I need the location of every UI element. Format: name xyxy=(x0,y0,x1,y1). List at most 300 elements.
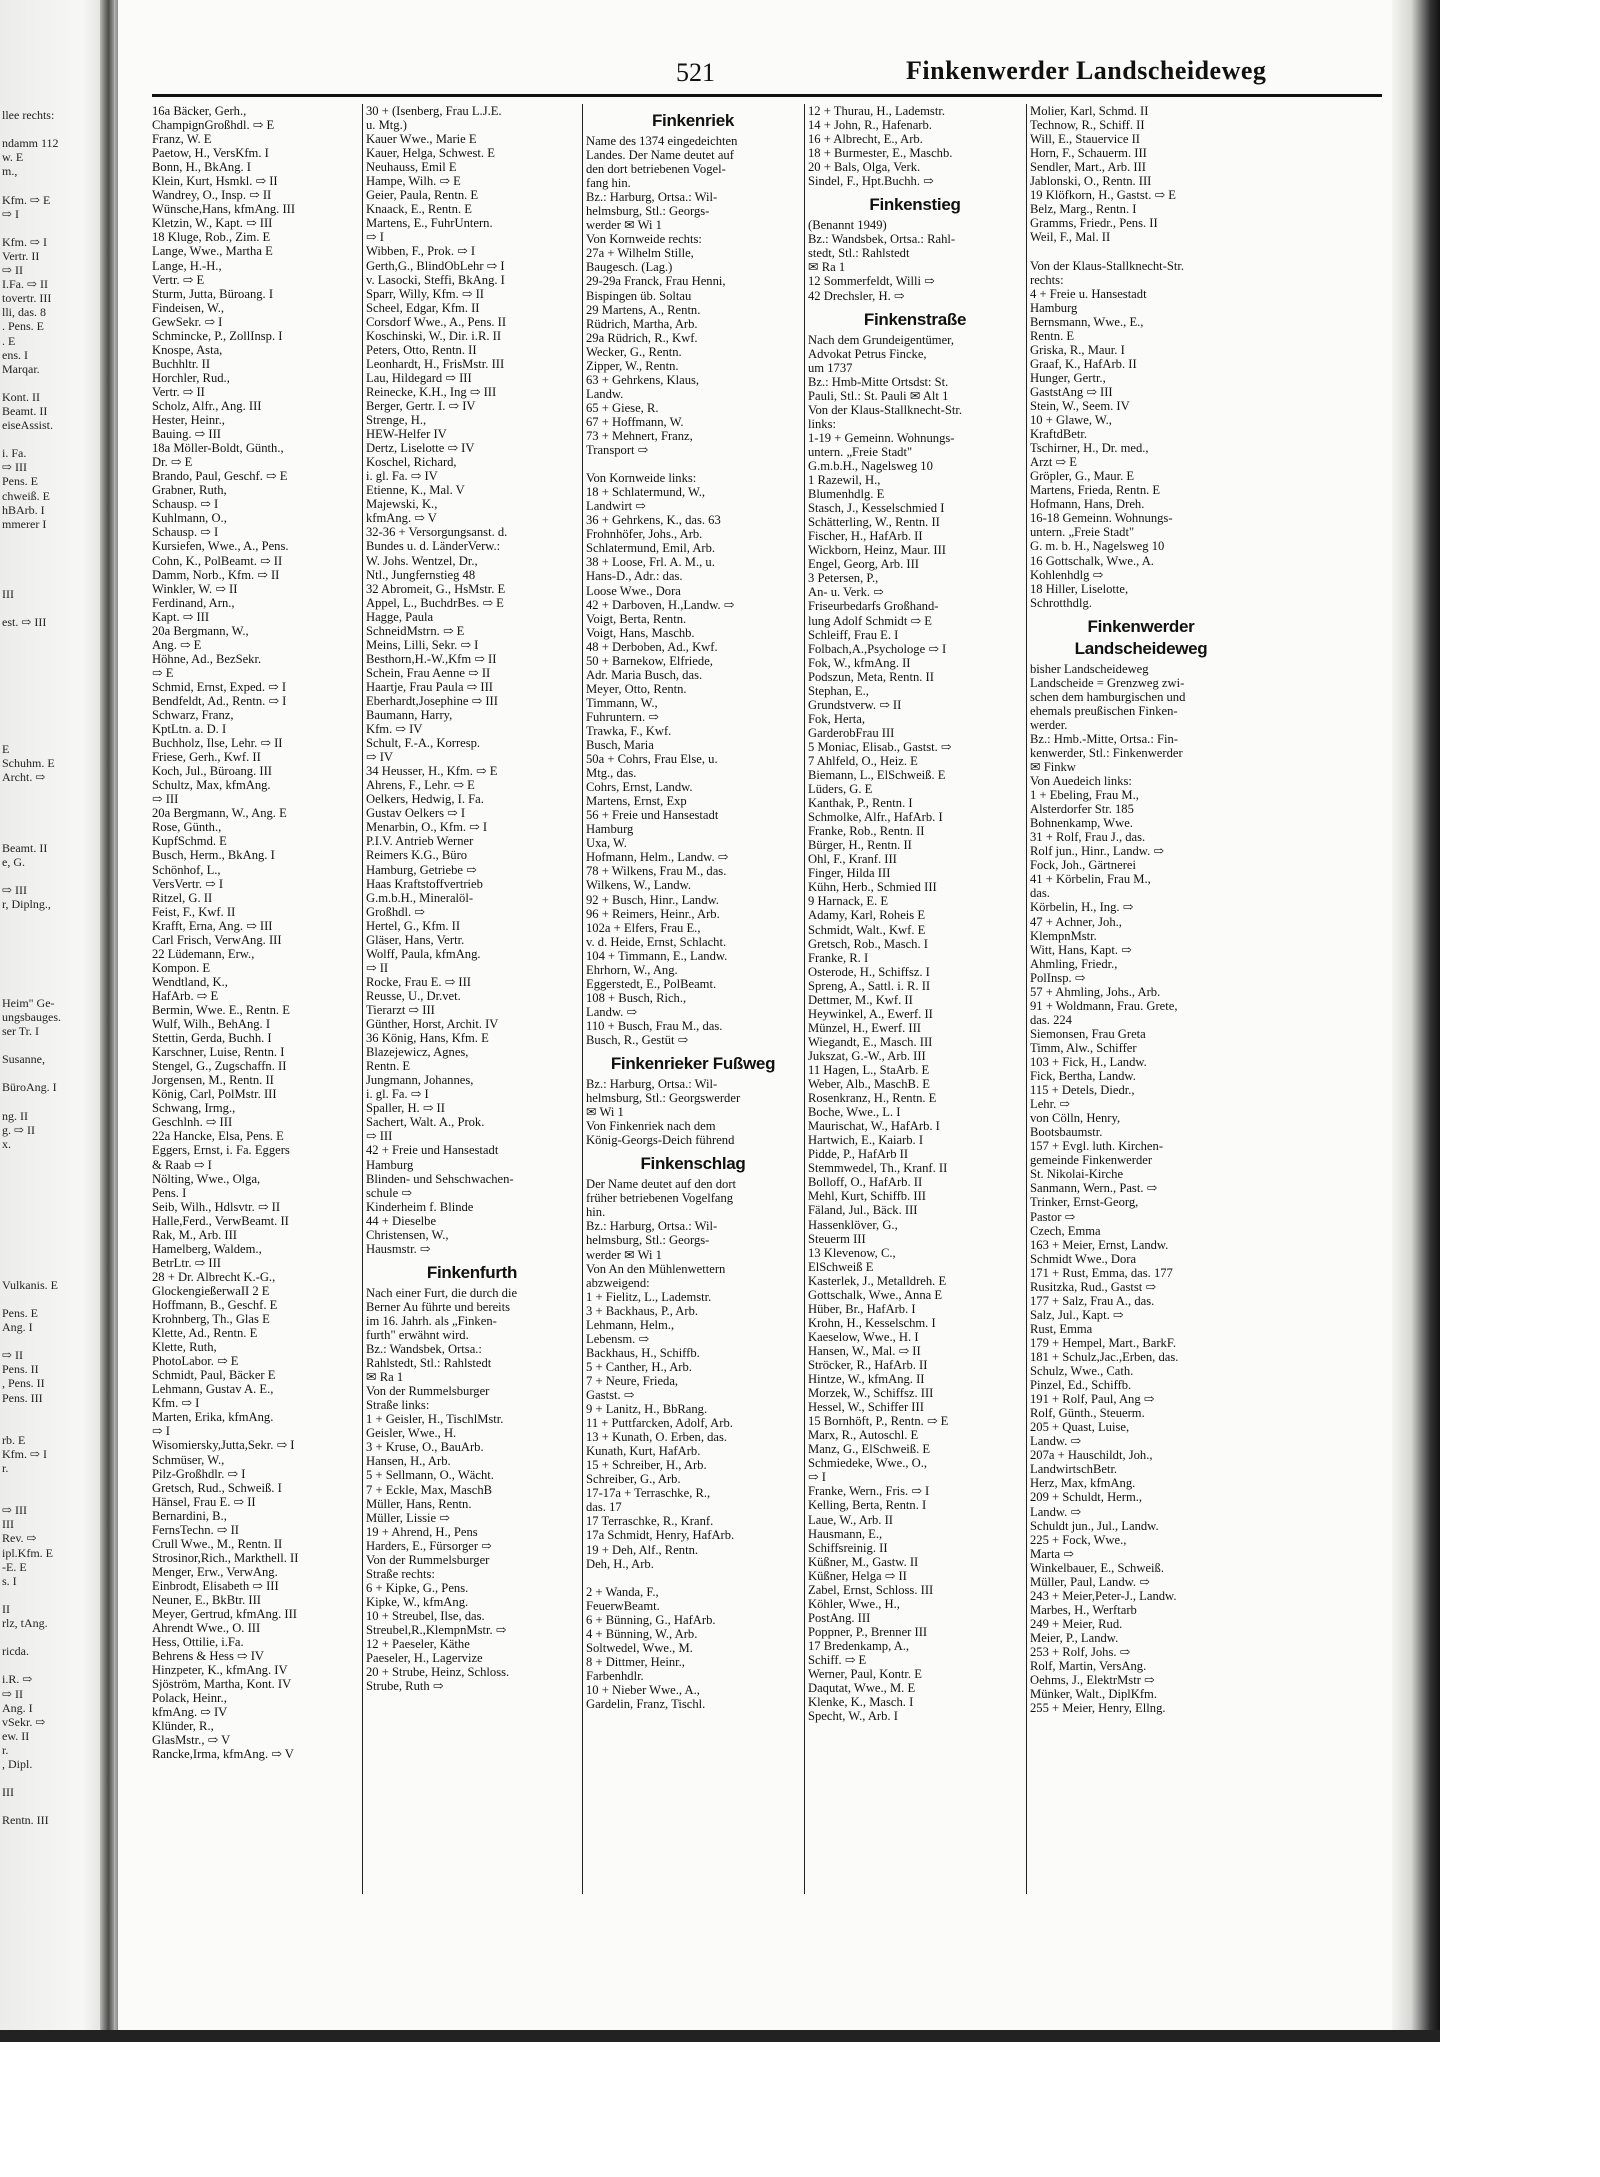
directory-entry-line: GlockengießerwaII 2 E xyxy=(152,1283,270,1298)
directory-entry-line: Höhne, Ad., BezSekr. xyxy=(152,651,262,666)
directory-entry-line: Schmiedeke, Wwe., O., xyxy=(808,1456,928,1471)
directory-entry-line: Kletzin, W., Kapt. ⇨ III xyxy=(152,216,273,231)
facing-page-line: . E xyxy=(2,333,16,348)
directory-entry-line: Alsterdorfer Str. 185 xyxy=(1030,802,1134,817)
facing-page-line xyxy=(2,221,98,235)
directory-entry-line: PostAng. III xyxy=(808,1610,871,1625)
directory-entry-line: Schiff. ⇨ E xyxy=(808,1652,867,1667)
directory-entry-line: Bauing. ⇨ III xyxy=(152,427,221,442)
directory-entry-line: ⇨ I xyxy=(808,1470,826,1485)
facing-page-line: mmerer I xyxy=(2,516,47,531)
directory-entry-line: Trawka, F., Kwf. xyxy=(586,723,672,738)
directory-entry-line: werder. xyxy=(1030,717,1068,732)
facing-page-line xyxy=(2,686,98,700)
directory-entry-line: Lange, H.-H., xyxy=(152,258,222,273)
street-heading: Finkenwerder Landscheideweg xyxy=(1074,616,1208,658)
directory-entry-line: VersVertr. ⇨ I xyxy=(152,876,224,891)
directory-entry-line: Sendler, Mart., Arb. III xyxy=(1030,160,1146,175)
facing-page-line xyxy=(2,714,98,728)
directory-entry-line: früher betriebenen Vogelfang xyxy=(586,1191,734,1206)
directory-entry-line: 1-19 + Gemeinn. Wohnungs- xyxy=(808,430,955,445)
directory-entry-line: Sparr, Willy, Kfm. ⇨ II xyxy=(366,286,484,301)
directory-entry-line: Meyer, Gertrud, kfmAng. III xyxy=(152,1607,297,1622)
directory-entry-line: PolInsp. ⇨ xyxy=(1030,970,1086,985)
directory-entry-line: 5 + Sellmann, O., Wächt. xyxy=(366,1468,494,1483)
facing-page-line xyxy=(2,644,98,658)
facing-page-line: Kfm. ⇨ I xyxy=(2,234,48,249)
directory-entry-line: Klenke, K., Masch. I xyxy=(808,1695,914,1710)
directory-entry-line: Koschinski, W., Dir. i.R. II xyxy=(366,328,502,343)
directory-entry-line: links: xyxy=(808,416,836,431)
directory-entry-line: Appel, L., BuchdrBes. ⇨ E xyxy=(366,595,504,610)
directory-entry-line: Busch, R., Gestüt ⇨ xyxy=(586,1033,689,1047)
directory-entry-line: Will, E., Stauervice II xyxy=(1030,132,1140,147)
directory-entry-line: Polack, Heinr., xyxy=(152,1691,227,1706)
facing-page-line xyxy=(2,1066,98,1080)
directory-entry-line: Salz, Jul., Kapt. ⇨ xyxy=(1030,1307,1124,1322)
directory-entry-line: Trinker, Ernst-Georg, xyxy=(1030,1195,1139,1210)
directory-entry-line: Bolloff, O., HafArb. II xyxy=(808,1175,923,1190)
directory-entry-line: Corsdorf Wwe., A., Pens. II xyxy=(366,314,507,329)
facing-page-line xyxy=(2,658,98,672)
page-edge-shadow xyxy=(1392,0,1440,2030)
facing-page-line xyxy=(2,545,98,559)
directory-entry-line: Poppner, P., Brenner III xyxy=(808,1624,928,1639)
directory-entry-line: Landw. ⇨ xyxy=(1030,1434,1082,1449)
directory-entry-line: Kohlenhdlg ⇨ xyxy=(1030,567,1104,582)
directory-entry-line: Meier, P., Landw. xyxy=(1030,1630,1119,1645)
directory-entry-line: Jungmann, Johannes, xyxy=(366,1073,474,1088)
directory-entry-line: Specht, W., Arb. I xyxy=(808,1709,898,1724)
facing-page-line xyxy=(2,559,98,573)
directory-entry-line: Cohrs, Ernst, Landw. xyxy=(586,780,693,795)
directory-entry-line: 50a + Cohrs, Frau Else, u. xyxy=(586,752,718,767)
directory-entry-line: 115 + Detels, Diedr., xyxy=(1030,1083,1135,1098)
directory-entry-line: Baugesch. (Lag.) xyxy=(586,260,673,275)
directory-entry-line: ehemals preußischen Finken- xyxy=(1030,703,1178,718)
directory-entry-line: Hausmann, E., xyxy=(808,1526,883,1541)
directory-entry-line: 181 + Schulz,Jac.,Erben, das. xyxy=(1030,1349,1179,1364)
directory-entry-line: Bz.: Harburg, Ortsa.: Wil- xyxy=(586,1219,718,1234)
directory-entry-line: Mehl, Kurt, Schiffb. III xyxy=(808,1189,926,1204)
directory-entry-line: Schreiber, G., Arb. xyxy=(586,1472,681,1487)
facing-page-line: rb. E xyxy=(2,1432,26,1447)
directory-entry-line: 8 + Dittmer, Heinr., xyxy=(586,1654,685,1669)
directory-entry-line: werder ✉ Wi 1 xyxy=(586,218,662,233)
directory-entry-line: 7 + Eckle, Max, MaschB xyxy=(366,1482,493,1497)
column-divider xyxy=(1026,104,1027,1894)
facing-page-line: Heim" Ge- xyxy=(2,995,55,1010)
directory-entry-line: Rak, M., Arb. III xyxy=(152,1227,237,1242)
directory-entry-line: SchneidMstrn. ⇨ E xyxy=(366,623,465,638)
directory-entry-line: Mtg., das. xyxy=(586,766,637,781)
facing-page-line: eiseAssist. xyxy=(2,418,53,433)
directory-entry-line: Landw. ⇨ xyxy=(1030,1504,1082,1519)
directory-entry-line: Deh, H., Arb. xyxy=(586,1556,654,1571)
facing-page-line xyxy=(2,672,98,686)
facing-page-line: Beamt. II xyxy=(2,403,48,418)
facing-page-line: , Dipl. xyxy=(2,1756,33,1771)
directory-entry-line: 20a Bergmann, W., xyxy=(152,623,249,638)
directory-entry-line: Hintze, W., kfmAng. II xyxy=(808,1372,925,1387)
directory-entry-line: Landw. xyxy=(586,386,624,401)
directory-entry-line: Ahrens, F., Lehr. ⇨ E xyxy=(366,778,475,793)
directory-entry-line: Weber, Alb., MaschB. E xyxy=(808,1077,930,1092)
directory-entry-line: 5 + Canther, H., Arb. xyxy=(586,1359,692,1374)
directory-entry-line: Hausmstr. ⇨ xyxy=(366,1241,431,1256)
directory-entry-line: Lange, Wwe., Martha E xyxy=(152,244,273,259)
directory-entry-line: Advokat Petrus Fincke, xyxy=(808,346,927,361)
directory-entry-line: Tierarzt ⇨ III xyxy=(366,1003,435,1017)
directory-entry-line: ⇨ IV xyxy=(366,750,393,765)
facing-page-line: r. xyxy=(2,1461,9,1475)
facing-page-line xyxy=(2,940,98,954)
directory-entry-line: 19 + Ahrend, H., Pens xyxy=(366,1524,478,1539)
directory-entry-line: Kauer Wwe., Marie E xyxy=(366,132,477,147)
directory-entry-line: 3 + Kruse, O., BauArb. xyxy=(366,1440,484,1455)
directory-entry-line: 16-18 Gemeinn. Wohnungs- xyxy=(1030,511,1173,526)
directory-entry-line: Schmüser, W., xyxy=(152,1452,225,1467)
directory-entry-line: GaststAng ⇨ III xyxy=(1030,384,1113,399)
directory-entry-line: Tschirner, H., Dr. med., xyxy=(1030,441,1149,456)
directory-entry-line: Ohl, F., Kranf. III xyxy=(808,852,897,867)
directory-entry-line: Münker, Walt., DiplKfm. xyxy=(1030,1687,1157,1702)
directory-entry-line: 41 + Körbelin, Frau M., xyxy=(1030,872,1151,887)
directory-entry-line: Schulz, Wwe., Cath. xyxy=(1030,1364,1134,1379)
directory-entry-line: Schleiff, Frau E. I xyxy=(808,627,899,642)
directory-entry-line: 65 + Giese, R. xyxy=(586,400,659,415)
facing-page-line: I.Fa. ⇨ II xyxy=(2,277,49,292)
directory-entry-line: Name des 1374 eingedeichten xyxy=(586,134,738,148)
directory-entry-line: Bernsmann, Wwe., E., xyxy=(1030,314,1144,329)
directory-entry-line: Siemonsen, Frau Greta xyxy=(1030,1026,1146,1041)
directory-entry-line: Franke, R. I xyxy=(808,950,869,965)
directory-entry-line: Knospe, Asta, xyxy=(152,342,223,357)
facing-page-line xyxy=(2,799,98,813)
facing-page-line xyxy=(2,1221,98,1235)
directory-entry-line: 30 + (Isenberg, Frau L.J.E. xyxy=(366,104,502,118)
directory-entry-line: 96 + Reimers, Heinr., Arb. xyxy=(586,906,720,921)
directory-entry-line: Bürger, H., Rentn. II xyxy=(808,838,912,853)
directory-entry-line: Schätterling, W., Rentn. II xyxy=(808,515,940,530)
directory-entry-line: Leonhardt, H., FrisMstr. III xyxy=(366,356,505,371)
directory-entry-line: 7 Ahlfeld, O., Heiz. E xyxy=(808,753,918,768)
facing-page-line xyxy=(2,1193,98,1207)
directory-entry-line: Transport ⇨ xyxy=(586,443,649,458)
directory-entry-line: Neuhauss, Emil E xyxy=(366,160,457,175)
directory-entry-line: i. gl. Fa. ⇨ I xyxy=(366,1087,429,1102)
directory-entry-line: Bz.: Harburg, Ortsa.: Wil- xyxy=(586,1077,718,1092)
directory-entry-line: Winkler, W. ⇨ II xyxy=(152,581,238,596)
facing-page-line: s. I xyxy=(2,1573,17,1588)
directory-entry-line: Wulf, Wilh., BehAng. I xyxy=(152,1017,271,1032)
directory-entry-line: Graaf, K., HafArb. II xyxy=(1030,356,1137,371)
directory-entry-line: 10 + Streubel, Ilse, das. xyxy=(366,1608,485,1623)
directory-entry-line: BetrLtr. ⇨ III xyxy=(152,1255,221,1270)
directory-entry-line: Paetow, H., VersKfm. I xyxy=(152,146,269,161)
directory-entry-line: Rocke, Frau E. ⇨ III xyxy=(366,974,471,989)
directory-entry-line: untern. „Freie Stadt" xyxy=(1030,525,1135,540)
directory-entry-line: Günther, Horst, Archit. IV xyxy=(366,1017,499,1032)
directory-entry-line: Rusitzka, Rud., Gastst ⇨ xyxy=(1030,1279,1156,1294)
facing-page-line xyxy=(2,911,98,925)
facing-page-line: r. xyxy=(2,1742,9,1757)
directory-entry-line: Brando, Paul, Geschf. ⇨ E xyxy=(152,469,288,484)
directory-entry-line: Neuner, E., BkBtr. III xyxy=(152,1592,261,1607)
directory-entry-line: v. Lasocki, Steffi, BkAng. I xyxy=(366,272,505,287)
directory-entry-line: Hamelberg, Waldem., xyxy=(152,1241,262,1256)
directory-entry-line: das. 17 xyxy=(586,1500,622,1515)
facing-page-line: III xyxy=(2,1517,14,1532)
facing-page-line: g. ⇨ II xyxy=(2,1122,36,1137)
directory-entry-line: Stasch, J., Kesselschmied I xyxy=(808,501,945,516)
directory-entry-line: Jukszat, G.-W., Arb. III xyxy=(808,1048,926,1063)
directory-entry-line: St. Nikolai-Kirche xyxy=(1030,1167,1124,1182)
directory-entry-line: um 1737 xyxy=(808,360,853,375)
facing-page-line xyxy=(2,1771,98,1785)
directory-entry-line: Martens, E., FuhrUntern. xyxy=(366,216,493,231)
directory-entry-line: Wolff, Paula, kfmAng. xyxy=(366,946,481,961)
directory-entry-line: 36 + Gehrkens, K., das. 63 xyxy=(586,513,721,528)
directory-entry-line: Fock, Joh., Gärtnerei xyxy=(1030,858,1136,873)
directory-entry-line: 20a Bergmann, W., Ang. E xyxy=(152,806,287,821)
directory-entry-line: Wiegandt, E., Masch. III xyxy=(808,1034,933,1049)
column-divider xyxy=(362,104,363,1894)
directory-entry-line: 27a + Wilhelm Stille, xyxy=(586,246,694,261)
directory-entry-line: Lüders, G. E xyxy=(808,782,873,797)
directory-entry-line: Czech, Emma xyxy=(1030,1223,1101,1238)
directory-entry-line: 104 + Timmann, E., Landw. xyxy=(586,948,728,963)
directory-entry-line: Daqutat, Wwe., M. E xyxy=(808,1681,916,1696)
directory-entry-line: Landscheide = Grenzweg zwi- xyxy=(1030,675,1185,690)
directory-entry-line: Horchler, Rud., xyxy=(152,370,230,385)
facing-page-line: . Pens. E xyxy=(2,319,44,334)
directory-entry-line: Rosenkranz, H., Rentn. E xyxy=(808,1091,937,1106)
directory-entry-line: Geier, Paula, Rentn. E xyxy=(366,188,479,203)
directory-entry-line: fang hin. xyxy=(586,176,631,191)
directory-entry-line: PhotoLabor. ⇨ E xyxy=(152,1354,239,1369)
directory-entry-line: Koschel, Richard, xyxy=(366,455,457,470)
directory-entry-line: Kühn, Herb., Schmied III xyxy=(808,880,937,895)
directory-entry-line: 9 Harnack, E. E xyxy=(808,894,889,909)
directory-entry-line: Eggerstedt, E., PolBeamt. xyxy=(586,976,717,991)
directory-entry-line: Klette, Ruth, xyxy=(152,1340,217,1355)
directory-entry-line: Busch, Herm., BkAng. I xyxy=(152,848,275,863)
directory-entry-line: Pinzel, Ed., Schiffb. xyxy=(1030,1378,1132,1393)
directory-entry-line: Klünder, R., xyxy=(152,1719,214,1734)
directory-entry-line: Rolf, Günth., Steuerm. xyxy=(1030,1406,1145,1421)
facing-page-line: III xyxy=(2,587,14,602)
directory-entry-line: Vertr. ⇨ II xyxy=(152,384,205,399)
directory-entry-line: Ferdinand, Arn., xyxy=(152,595,235,610)
facing-page-line: II xyxy=(2,1601,10,1616)
directory-entry-line: Stemmwedel, Th., Kranf. II xyxy=(808,1161,948,1176)
facing-page-line xyxy=(2,728,98,742)
directory-entry-line: Lebensm. ⇨ xyxy=(586,1331,650,1346)
directory-entry-line: Wecker, G., Rentn. xyxy=(586,344,682,359)
directory-entry-line: Lehmann, Helm., xyxy=(586,1317,675,1332)
directory-entry-line: 4 + Bünning, W., Arb. xyxy=(586,1626,698,1641)
page-number: 521 xyxy=(676,58,715,87)
directory-entry-line: Reusse, U., Dr.vet. xyxy=(366,988,461,1003)
directory-entry-line: GlasMstr., ⇨ V xyxy=(152,1733,231,1748)
directory-entry-line: 9 + Lanitz, H., BbRang. xyxy=(586,1402,708,1417)
directory-entry-line: Gerth,G., BlindObLehr ⇨ I xyxy=(366,258,505,273)
facing-page-line xyxy=(2,968,98,982)
directory-entry-line: Spreng, A., Sattl. i. R. II xyxy=(808,978,931,993)
directory-entry-line: furth" erwähnt wird. xyxy=(366,1327,469,1342)
facing-page-line: r, Diplng., xyxy=(2,897,51,912)
directory-entry-line: Osterode, H., Schiffsz. I xyxy=(808,964,930,979)
directory-entry-line: Sanmann, Wern., Past. ⇨ xyxy=(1030,1181,1158,1196)
directory-entry-line: Franz, W. E xyxy=(152,132,212,147)
directory-entry-line: Hertel, G., Kfm. II xyxy=(366,918,461,933)
directory-entry-line: Rolf jun., Hinr., Landw. ⇨ xyxy=(1030,844,1164,859)
directory-entry-line: Majewski, K., xyxy=(366,497,438,512)
directory-entry-line: Halle,Ferd., VerwBeamt. II xyxy=(152,1213,289,1228)
directory-entry-line: Gretsch, Rob., Masch. I xyxy=(808,936,928,951)
facing-page-line: est. ⇨ III xyxy=(2,615,47,630)
facing-page-line: tovertr. III xyxy=(2,291,52,306)
directory-entry-line: 15 Bornhöft, P., Rentn. ⇨ E xyxy=(808,1414,949,1429)
directory-entry-line: Müller, Hans, Rentn. xyxy=(366,1496,472,1511)
directory-entry-line: Klette, Ad., Rentn. E xyxy=(152,1326,258,1341)
directory-entry-line: Bendfeldt, Ad., Rentn. ⇨ I xyxy=(152,693,287,708)
directory-entry-line: Bundes u. d. LänderVerw.: xyxy=(366,539,501,554)
directory-entry-line: Streubel,R.,KlempnMstr. ⇨ xyxy=(366,1622,507,1637)
directory-entry-line: FeuerwBeamt. xyxy=(586,1598,660,1613)
directory-entry-line: & Raab ⇨ I xyxy=(152,1157,212,1172)
directory-entry-line: 12 + Paeseler, Käthe xyxy=(366,1637,470,1652)
directory-entry-line: Meins, Lilli, Sekr. ⇨ I xyxy=(366,637,479,652)
facing-page-line xyxy=(2,700,98,714)
facing-page-line: i.R. ⇨ xyxy=(2,1672,33,1687)
directory-entry-line: Technow, R., Schiff. II xyxy=(1030,118,1145,133)
directory-entry-line: Hamburg xyxy=(586,822,634,837)
directory-entry-line: Schlatermund, Emil, Arb. xyxy=(586,541,716,556)
directory-entry-line: ✉ Wi 1 xyxy=(586,1105,624,1120)
directory-entry-line: Seib, Wilh., Hdlsvtr. ⇨ II xyxy=(152,1199,281,1214)
directory-entry-line: Schuldt jun., Jul., Landw. xyxy=(1030,1518,1159,1533)
facing-page-line xyxy=(2,1038,98,1052)
directory-entry-line: helmsburg, Stl.: Georgswerder xyxy=(586,1091,741,1106)
directory-entry-line: 15 + Schreiber, H., Arb. xyxy=(586,1458,707,1473)
directory-entry-line: Martens, Frieda, Rentn. E xyxy=(1030,483,1161,498)
directory-entry-line: kfmAng. ⇨ IV xyxy=(152,1705,228,1720)
directory-entry-line: Müller, Lissie ⇨ xyxy=(366,1510,450,1525)
directory-entry-line: helmsburg, Stl.: Georgs- xyxy=(586,204,710,219)
directory-entry-line: Pilz-Großhdlr. ⇨ I xyxy=(152,1466,246,1481)
street-heading: Finkenstieg xyxy=(869,195,961,215)
directory-entry-line: Herz, Max, kfmAng. xyxy=(1030,1476,1136,1491)
directory-entry-line: 255 + Meier, Henry, Ellng. xyxy=(1030,1701,1166,1716)
directory-column-1 xyxy=(152,104,358,1984)
directory-entry-line: Zipper, W., Rentn. xyxy=(586,358,679,373)
directory-entry-line: 17a Schmidt, Henry, HafArb. xyxy=(586,1528,735,1543)
directory-entry-line xyxy=(586,1571,800,1585)
facing-page-line xyxy=(2,629,98,643)
directory-entry-line: König-Georgs-Deich führend xyxy=(586,1133,735,1148)
directory-entry-line: Schausp. ⇨ I xyxy=(152,497,219,512)
directory-entry-line: Bispingen üb. Soltau xyxy=(586,288,692,303)
directory-entry-line: Engel, Georg, Arb. III xyxy=(808,557,919,572)
directory-entry-line: Kinderheim f. Blinde xyxy=(366,1199,474,1214)
directory-entry-line: Haas Kraftstoffvertrieb xyxy=(366,876,483,891)
facing-page-line: chweiß. E xyxy=(2,488,50,503)
facing-page-line: III xyxy=(2,1785,14,1800)
directory-entry-line: Fick, Bertha, Landw. xyxy=(1030,1069,1136,1084)
directory-entry-line: ⇨ II xyxy=(366,960,389,975)
directory-entry-line: Einbrodt, Elisabeth ⇨ III xyxy=(152,1578,279,1593)
facing-page-line xyxy=(2,1799,98,1813)
directory-entry-line: im 16. Jahrh. als „Finken- xyxy=(366,1313,497,1328)
directory-entry-line: Besthorn,H.-W.,Kfm ⇨ II xyxy=(366,651,497,666)
directory-entry-line: 10 + Glawe, W., xyxy=(1030,413,1112,428)
directory-entry-line: Loose Wwe., Dora xyxy=(586,583,681,598)
directory-entry-line: Grabner, Ruth, xyxy=(152,483,227,498)
facing-page-line: lli, das. 8 xyxy=(2,305,46,320)
facing-page-line: ens. I xyxy=(2,347,28,362)
directory-entry-line: Schönhof, L., xyxy=(152,862,221,877)
directory-entry-line: Berner Au führte und bereits xyxy=(366,1299,511,1314)
facing-page-line xyxy=(2,827,98,841)
column-divider xyxy=(804,104,805,1894)
directory-entry-line: 16 Gottschalk, Wwe., A. xyxy=(1030,553,1154,568)
directory-entry-line: GarderobFrau III xyxy=(808,725,895,740)
directory-entry-line: 12 + Thurau, H., Lademstr. xyxy=(808,104,945,118)
facing-page-line: ⇨ II xyxy=(2,263,24,278)
directory-entry-line: 11 Hagen, L., StaArb. E xyxy=(808,1063,930,1077)
directory-entry-line: 253 + Rolf, Johs. ⇨ xyxy=(1030,1644,1131,1659)
directory-entry-line: Finger, Hilda III xyxy=(808,866,891,881)
directory-entry-line: Uxa, W. xyxy=(586,836,627,851)
directory-entry-line: Gramms, Friedr., Pens. II xyxy=(1030,216,1158,231)
directory-entry-line: Hansen, H., Arb. xyxy=(366,1454,451,1469)
directory-entry-line: Gläser, Hans, Vertr. xyxy=(366,932,465,947)
facing-page-line xyxy=(2,1292,98,1306)
facing-page-line xyxy=(2,1179,98,1193)
facing-page-line xyxy=(2,785,98,799)
facing-page-line: x. xyxy=(2,1136,11,1151)
directory-entry-line: Dr. ⇨ E xyxy=(152,455,193,470)
facing-page-line xyxy=(2,1334,98,1348)
directory-entry-line: 103 + Fick, H., Landw. xyxy=(1030,1055,1147,1069)
directory-entry-line: Marta ⇨ xyxy=(1030,1546,1074,1561)
directory-entry-line: HEW-Helfer IV xyxy=(366,427,447,442)
facing-page-line: Pens. III xyxy=(2,1390,43,1405)
directory-entry-line: das. xyxy=(1030,886,1050,901)
directory-entry-line: Etienne, K., Mal. V xyxy=(366,483,465,498)
directory-entry-line: Friese, Gerh., Kwf. II xyxy=(152,750,261,765)
directory-entry-line: 34 Heusser, H., Kfm. ⇨ E xyxy=(366,764,498,779)
directory-entry-line: 102a + Elfers, Frau E., xyxy=(586,920,701,935)
directory-entry-line: 18 Kluge, Rob., Zim. E xyxy=(152,230,271,245)
directory-entry-line: Krohnberg, Th., Glas E xyxy=(152,1312,270,1327)
street-heading: Finkenriek xyxy=(651,111,735,130)
directory-entry-line: 42 Drechsler, H. ⇨ xyxy=(808,288,905,303)
facing-page-line xyxy=(2,1419,98,1433)
directory-entry-line: Wilkens, W., Landw. xyxy=(586,878,692,893)
directory-entry-line: Gröpler, G., Maur. E xyxy=(1030,469,1135,484)
directory-entry-line: Krafft, Erna, Ang. ⇨ III xyxy=(152,918,273,933)
facing-page-line xyxy=(2,1250,98,1264)
facing-page-line: Marqar. xyxy=(2,361,40,376)
directory-entry-line: Von Finkenriek nach dem xyxy=(586,1119,716,1134)
directory-entry-line: Manz, G., ElSchweiß. E xyxy=(808,1442,931,1457)
directory-entry-line: Oelkers, Hedwig, I. Fa. xyxy=(366,792,484,807)
directory-entry-line: Hassenklöver, G., xyxy=(808,1217,898,1232)
facing-page-text-fragment xyxy=(2,108,98,1827)
